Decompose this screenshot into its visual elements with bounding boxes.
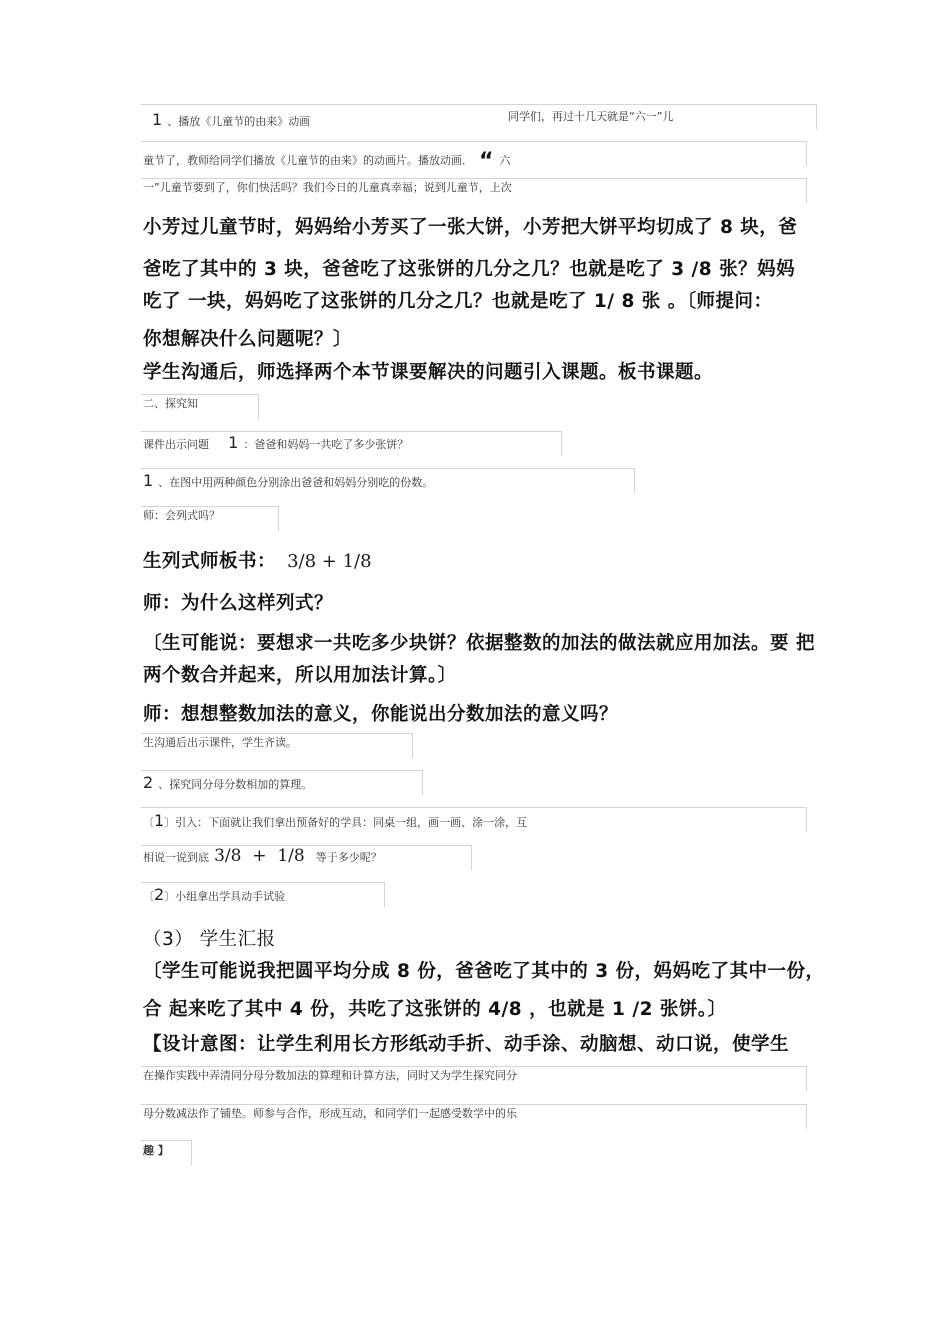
design-intent-line: 【设计意图：让学生利用长方形纸动手折、动手涂、动脑想、动口说，使学生 <box>143 1034 790 1055</box>
step-text: 、播放《儿童节的由来》动画 <box>167 115 311 128</box>
task-text: 、探究同分母分数相加的算理。 <box>158 778 313 791</box>
step-text: 〕小组拿出学具动手试验 <box>164 890 286 903</box>
report-line: 〔学生可能说我把圆平均分成 8 份，爸爸吃了其中的 3 份，妈妈吃了其中一份， <box>143 961 825 982</box>
story-paragraph-line: 你想解决什么问题呢？〕 <box>143 329 353 350</box>
step-number: 1 <box>152 110 163 129</box>
step-text: 等于多少呢？ <box>315 851 382 864</box>
step-text: 相说一说到底 <box>143 851 209 864</box>
story-paragraph-line: 吃了 一块，妈妈吃了这张饼的几分之几？也就是吃了 1/ 8 张 。〔师提问： <box>143 291 773 312</box>
blackboard-formula: 3/8 + 1/8 <box>287 551 372 572</box>
step-text: 〕引入：下面就让我们拿出预备好的学具：同桌一组，画一画、涂一涂，互 <box>164 816 528 829</box>
intro-text: 童节了，教师给同学们播放《儿童节的由来》的动画片。播放动画． <box>143 154 473 167</box>
intro-step-1-line <box>143 811 527 830</box>
teacher-question: 师：会列式吗？ <box>143 509 220 522</box>
teacher-question: 师：想想整数加法的意义，你能说出分数加法的意义吗？ <box>143 704 619 725</box>
teacher-question: 师：为什么这样列式？ <box>143 593 334 614</box>
blackboard-label: 生列式师板书： <box>143 551 277 572</box>
question-text: ：爸爸和妈妈一共吃了多少张饼？ <box>243 438 409 451</box>
question-prefix: 课件出示问题 <box>143 438 209 451</box>
step-1-line <box>152 110 310 129</box>
section-heading: 二、探究知 <box>143 397 198 410</box>
intro-step-2-line <box>143 885 285 904</box>
activity-text: 生沟通后出示课件，学生齐读。 <box>143 736 297 749</box>
fraction-formula: 3/8 + 1/8 <box>214 846 305 866</box>
design-intent-line: 在操作实践中弄清同分母分数加法的算理和计算方法，同时又为学生探究同分 <box>143 1069 517 1082</box>
bracket: 〔 <box>143 890 154 903</box>
intro-text: 六 <box>499 154 511 167</box>
task-1-line <box>143 471 433 490</box>
design-intent-line: 趣 】 <box>143 1144 169 1157</box>
blackboard-line <box>143 547 372 573</box>
quote-mark: “ <box>479 149 494 174</box>
intro-text-right: 同学们，再过十几天就是“六一”儿 <box>508 110 674 123</box>
question-number: 1 <box>228 433 239 452</box>
task-number: 2 <box>143 773 154 792</box>
intro-text-line <box>143 145 511 174</box>
task-text: 、在图中用两种颜色分别涂出爸爸和妈妈分别吃的份数。 <box>158 476 434 489</box>
topic-intro-line: 学生沟通后，师选择两个本节课要解决的问题引入课题。板书课题。 <box>143 362 714 383</box>
task-2-line <box>143 773 312 792</box>
report-line: 合 起来吃了其中 4 份，共吃了这张饼的 4/8 ，也就是 1 /2 张饼。〕 <box>143 999 727 1020</box>
step-number: 1 <box>154 811 165 830</box>
student-answer-line: 两个数合并起来，所以用加法计算。〕 <box>143 665 457 686</box>
story-paragraph-line: 爸吃了其中的 3 块，爸爸吃了这张饼的几分之几？也就是吃了 3 /8 张？妈妈 <box>143 259 796 280</box>
bracket: 〔 <box>143 816 154 829</box>
step-number: 2 <box>154 885 165 904</box>
report-heading: （3） 学生汇报 <box>143 929 276 950</box>
intro-text-line: 一”儿童节要到了，你们快活吗？我们今日的儿童真幸福；说到儿童节，上次 <box>143 181 512 194</box>
task-number: 1 <box>143 471 154 490</box>
design-intent-line: 母分数减法作了铺垫。师参与合作，形成互动，和同学们一起感受数学中的乐 <box>143 1107 517 1120</box>
student-answer-line: 〔生可能说：要想求一共吃多少块饼？依据整数的加法的做法就应用加法。要 把 <box>143 633 815 654</box>
story-paragraph-line: 小芳过儿童节时，妈妈给小芳买了一张大饼，小芳把大饼平均切成了 8 块，爸 <box>143 217 798 238</box>
intro-step-1-line-2 <box>143 846 382 866</box>
question-1-line <box>143 433 408 452</box>
